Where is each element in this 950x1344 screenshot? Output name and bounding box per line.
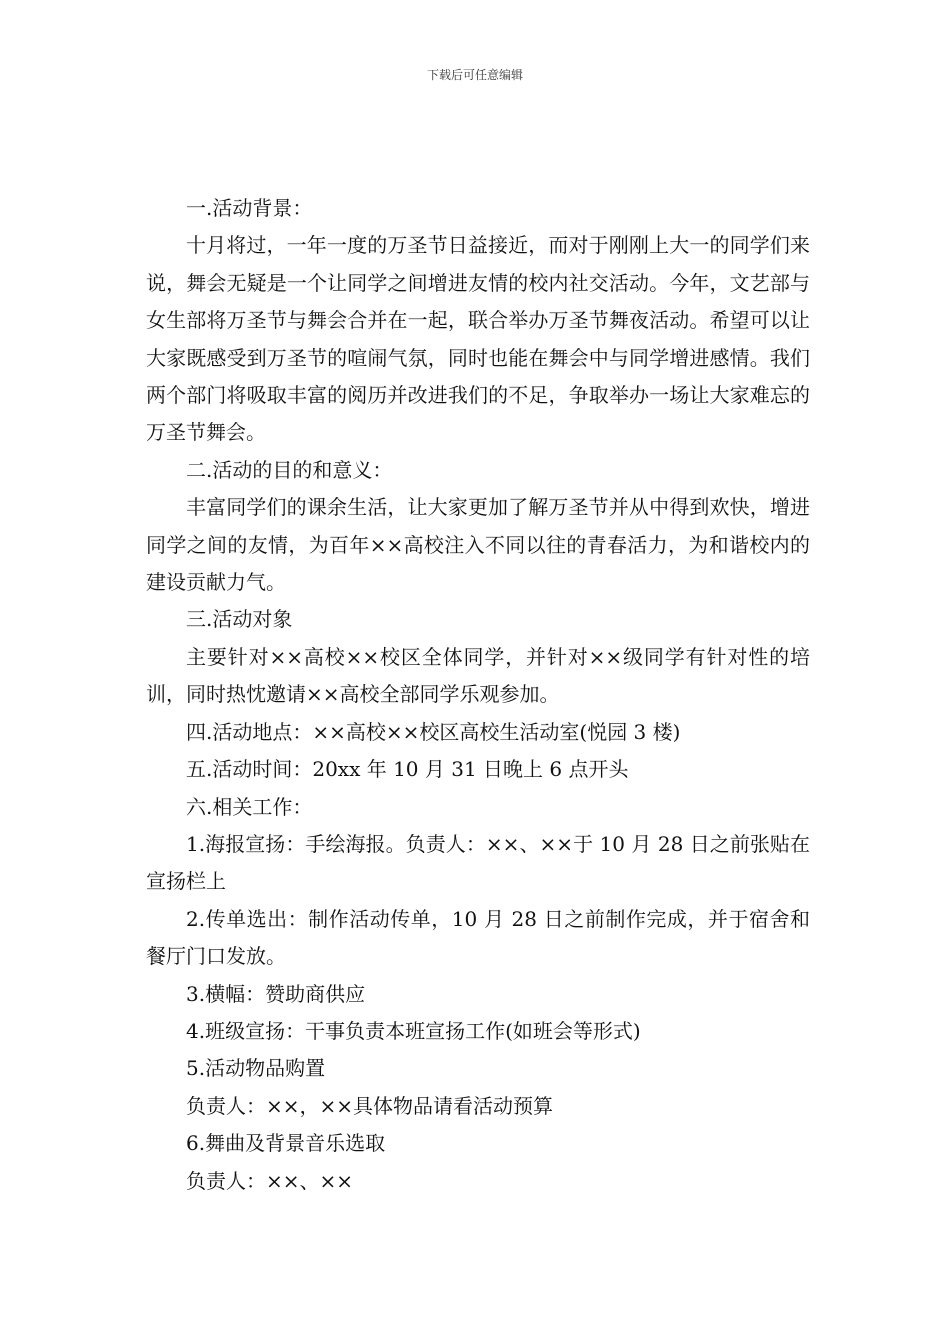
section-heading-work: 六.相关工作： xyxy=(186,794,313,819)
paragraph-purpose: 丰富同学们的课余生活，让大家更加了解万圣节并从中得到欢快，增进同学之间的友情，为百年××高校注入不同以往的青春活力，为和谐校内的建设贡献力气。 xyxy=(146,495,810,595)
work-item-music-owner: 负责人：××、×× xyxy=(186,1168,354,1193)
section-heading-purpose: 二.活动的目的和意义： xyxy=(186,457,393,482)
work-item-banner: 3.横幅：赞助商供应 xyxy=(186,981,366,1006)
work-item-music: 6.舞曲及背景音乐选取 xyxy=(186,1131,386,1156)
section-location: 四.活动地点：××高校××校区高校生活动室(悦园 3 楼) xyxy=(186,719,681,744)
work-item-class-promo: 4.班级宣扬：干事负责本班宣扬工作(如班会等形式) xyxy=(186,1018,641,1043)
work-item-poster: 1.海报宣扬：手绘海报。负责人：××、××于 10 月 28 日之前张贴在宣扬栏上 xyxy=(146,831,810,894)
work-item-flyer: 2.传单选出：制作活动传单，10 月 28 日之前制作完成，并于宿舍和餐厅门口发放。 xyxy=(146,906,810,969)
work-item-supplies: 5.活动物品购置 xyxy=(186,1056,326,1081)
page-header: 下载后可任意编辑 xyxy=(426,68,523,82)
paragraph-background: 十月将过，一年一度的万圣节日益接近，而对于刚刚上大一的同学们来说，舞会无疑是一个让同学之间增进友情的校内社交活动。今年，文艺部与女生部将万圣节与舞会合并在一起，联合举办万圣节舞夜活动。希望可以让大家既感受到万圣节的喧闹气氛，同时也能在舞会中与同学增进感情。我们两个部门将吸取丰富的阅历并改进我们的不足，争取举办一场让大家难忘的万圣节舞会。 xyxy=(146,233,810,445)
section-heading-audience: 三.活动对象 xyxy=(186,607,293,632)
section-time: 五.活动时间：20xx 年 10 月 31 日晚上 6 点开头 xyxy=(186,757,629,782)
document-body xyxy=(146,190,810,1200)
work-item-supplies-owner: 负责人：××，××具体物品请看活动预算 xyxy=(186,1093,554,1118)
paragraph-audience: 主要针对××高校××校区全体同学，并针对××级同学有针对性的培训，同时热忱邀请××高校全部同学乐观参加。 xyxy=(146,644,810,707)
section-heading-background: 一.活动背景： xyxy=(186,196,313,220)
